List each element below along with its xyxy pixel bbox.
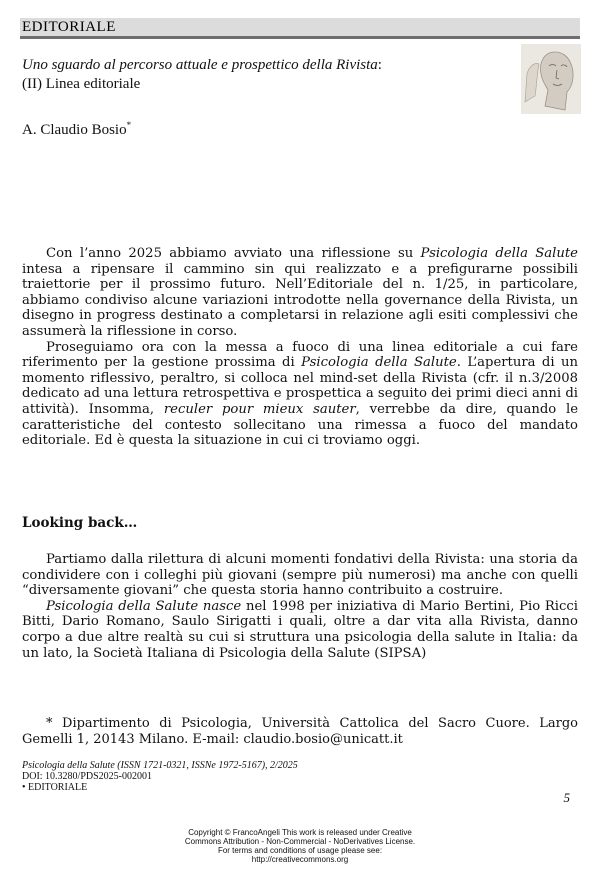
article-title <box>22 56 502 94</box>
footnote <box>22 716 578 747</box>
french-quote: reculer pour mieux sauter <box>163 401 356 417</box>
copyright-link[interactable]: http://creativecommons.org <box>251 855 349 864</box>
section-footer-label: • EDITORIALE <box>22 782 88 793</box>
section-p2-italic: Psicologia della Salute nasce <box>46 598 242 614</box>
section-p2-text: nel 1998 per iniziativa di Mario Bertini, Pio Ricci Bitti, Dario Romano, Saulo Sirigatti i quali, oltre a dar vita alla Rivista, danno corpo a due altre realtà su cui si struttura una psicologia della salute in Italia: da un lato, la Società Italiana di Psicologia della Salute (SIPSA) <box>22 598 579 661</box>
intro-paragraph-1 <box>22 246 578 340</box>
copyright-line-3: For terms and conditions of usage please see: <box>217 846 383 855</box>
article-subtitle: (II) Linea editoriale <box>22 76 141 92</box>
intro-p2-end: , verrebbe da dire, quando le caratteristiche del contesto sollecitano una rimessa a fuoco del mandato editoriale. Ed è questa la situazione in cui ci troviamo oggi. <box>22 401 579 449</box>
copyright-notice <box>0 828 600 864</box>
intro-p2-start: Proseguiamo ora con la messa a fuoco di una linea editoriale a cui fare riferimento per la gestione prossima di <box>22 339 578 371</box>
section-band-rule <box>20 36 580 39</box>
author-name <box>22 120 131 139</box>
copyright-line-1: Copyright © FrancoAngeli This work is released under Creative <box>188 828 412 837</box>
page-number: 5 <box>563 790 570 805</box>
copyright-line-2: Commons Attribution - Non-Commercial - NoDerivatives License. <box>184 837 416 846</box>
footnote-mark: * <box>46 716 53 731</box>
author-footnote-mark: * <box>126 120 132 130</box>
intro-p1-start: Con l’anno 2025 abbiamo avviato una riflessione su <box>46 246 421 261</box>
journal-line-text: Psicologia della Salute (ISSN 1721-0321, ISSNe 1972-5167), 2/2025 <box>22 760 298 771</box>
section-paragraph-2 <box>22 599 578 661</box>
section-text <box>22 552 578 661</box>
section-label: EDITORIALE <box>22 19 116 35</box>
doi-line: DOI: 10.3280/PDS2025-002001 <box>22 771 153 782</box>
title-colon: : <box>377 57 382 73</box>
title-italic: Uno sguardo al percorso attuale e prospettico della Rivista <box>22 57 378 73</box>
intro-text <box>22 246 578 449</box>
intro-p2-middle: . L’apertura di un momento riflessivo, peraltro, si colloca nel mind-set della Rivista (cfr. il n.3/2008 dedicato ad una lettura retrospettiva e prospettica a seguito dei primi dieci anni di attività). Insomma, <box>22 355 578 417</box>
journal-name: Psicologia della Salute <box>420 246 578 261</box>
section-heading: Looking back… <box>22 515 138 531</box>
publication-meta <box>22 760 298 793</box>
section-paragraph-1: Partiamo dalla rilettura di alcuni momenti fondativi della Rivista: una storia da condividere con i colleghi più giovani (sempre più numerosi) ma anche con quelli “diversamente giovani” che questa storia hanno contribuito a costruire. <box>22 552 578 599</box>
portrait-sketch-image <box>521 44 581 114</box>
journal-name: Psicologia della Salute <box>301 355 457 371</box>
intro-paragraph-2 <box>22 340 578 449</box>
footnote-text: Dipartimento di Psicologia, Università Cattolica del Sacro Cuore. Largo Gemelli 1, 20143 Milano. E-mail: claudio.bosio@unicatt.it <box>22 716 578 747</box>
journal-line <box>22 760 298 771</box>
intro-p1-end: intesa a ripensare il cammino sin qui realizzato e a prefigurarne possibili traiettorie per il prossimo futuro. Nell’Editoriale del n. 1/25, in particolare, abbiamo condiviso alcune variazioni introdotte nella governance della Rivista, un disegno in progress destinato a completarsi in relazione agli esiti complessivi che assumerà la riflessione in corso. <box>22 261 578 339</box>
author-text: A. Claudio Bosio <box>22 122 127 138</box>
